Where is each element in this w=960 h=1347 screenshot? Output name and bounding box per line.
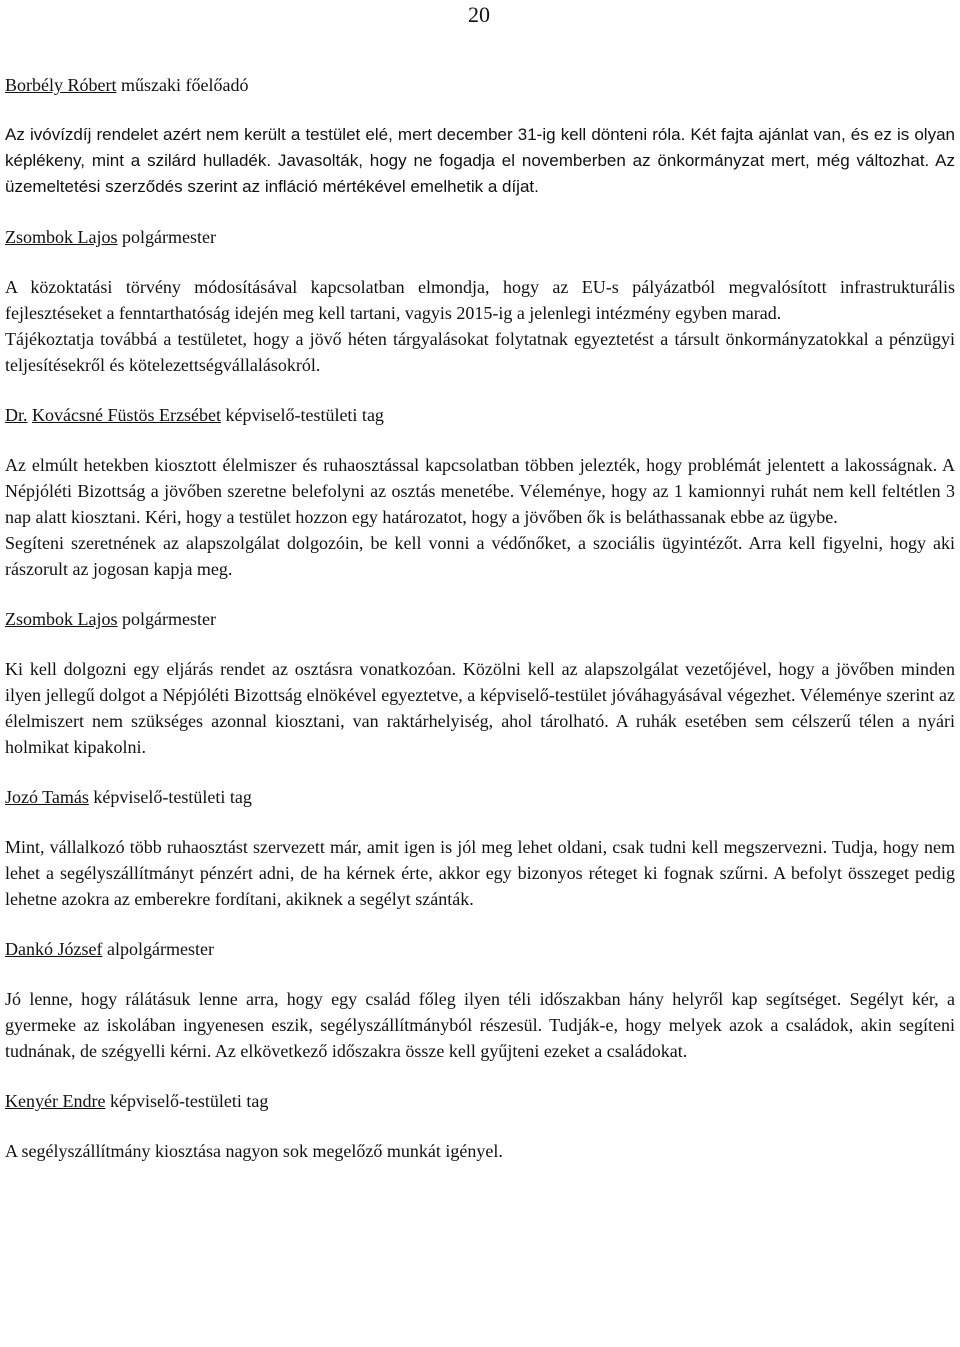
speaker-line: [5, 784, 955, 810]
speaker-line: [5, 224, 955, 250]
speaker-prefix: Dr.: [5, 405, 28, 425]
speaker-name: Kovácsné Füstös Erzsébet: [32, 405, 221, 425]
speaker-role: képviselő-testületi tag: [225, 405, 384, 425]
speech-paragraph: Jó lenne, hogy rálátásuk lenne arra, hogy egy család főleg ilyen téli időszakban hány helyről kap segítséget. Segélyt kér, a gyermeke az iskolában ingyenesen eszik, segélyszállítmányból részesül. Tudják-e, hogy melyek azok a családok, akin segíteni tudnának, de szégyelli kérni. Az elkövetkező időszakra össze kell gyűjteni ezeket a családokat.: [5, 989, 955, 1061]
speech-block: [5, 936, 955, 1064]
speech-block: [5, 72, 955, 200]
speaker-name: Borbély Róbert: [5, 75, 117, 95]
speaker-role: polgármester: [122, 609, 216, 629]
speaker-line: [5, 402, 955, 428]
speech-paragraph: Segíteni szeretnének az alapszolgálat dolgozóin, be kell vonni a védőnőket, a szociális ügyintézőt. Arra kell figyelni, hogy aki rászorult az jogosan kapja meg.: [5, 533, 955, 579]
speaker-line: [5, 72, 955, 98]
speaker-role: polgármester: [122, 227, 216, 247]
speaker-name: Jozó Tamás: [5, 787, 89, 807]
page-number: 20: [468, 2, 490, 27]
speech-block: [5, 784, 955, 912]
speech-block: [5, 606, 955, 760]
speech-paragraph: A segélyszállítmány kiosztása nagyon sok megelőző munkát igényel.: [5, 1141, 503, 1161]
speaker-role: alpolgármester: [106, 939, 214, 959]
speech-block: [5, 224, 955, 378]
speaker-role: képviselő-testületi tag: [93, 787, 252, 807]
speaker-line: [5, 1088, 955, 1114]
speech-block: [5, 402, 955, 582]
speaker-role: műszaki főelőadó: [120, 75, 249, 95]
speaker-line: [5, 936, 955, 962]
speaker-name: Zsombok Lajos: [5, 227, 118, 247]
speaker-name: Kenyér Endre: [5, 1091, 106, 1111]
minutes-content: [5, 72, 955, 1188]
speech-paragraph: Az ivóvízdíj rendelet azért nem került a testület elé, mert december 31-ig kell dönteni róla. Két fajta ajánlat van, és ez is olyan képlékeny, mint a szilárd hulladék. Javasolták, hogy ne fogadja el novemberben az önkormányzat mert, még változhat. Az üzemeltetési szerződés szerint az infláció mértékével emelhetik a díjat.: [5, 125, 955, 196]
speaker-name: Dankó József: [5, 939, 103, 959]
speaker-line: [5, 606, 955, 632]
speech-paragraph: Mint, vállalkozó több ruhaosztást szervezett már, amit igen is jól meg lehet oldani, csak tudni kell megszervezni. Tudja, hogy nem lehet a segélyszállítmányt pénzért adni, de ha kérnek érte, akkor egy bizonyos réteget ki fognak szűrni. A befolyt összeget pedig lehetne azokra az emberekre fordítani, akiknek a segélyt szánták.: [5, 837, 955, 909]
speech-block: [5, 1088, 955, 1164]
speech-paragraph: Tájékoztatja továbbá a testületet, hogy a jövő héten tárgyalásokat folytatnak egyeztetést a társult önkormányzatokkal a pénzügyi teljesítésekről és kötelezettségvállalásokról.: [5, 329, 955, 375]
speech-paragraph: Az elmúlt hetekben kiosztott élelmiszer és ruhaosztással kapcsolatban többen jelezték, hogy problémát jelentett a lakosságnak. A Népjóléti Bizottság a jövőben szeretne belefolyni az osztás menetébe. Véleménye, hogy az 1 kamionnyi ruhát nem kell feltétlen 3 nap alatt kiosztani. Kéri, hogy a testület hozzon egy határozatot, hogy a jövőben ők is beláthassanak ebbe az ügybe.: [5, 455, 955, 527]
speaker-role: képviselő-testületi tag: [109, 1091, 269, 1111]
speech-paragraph: Ki kell dolgozni egy eljárás rendet az osztásra vonatkozóan. Közölni kell az alapszolgálat vezetőjével, hogy a jövőben minden ilyen jellegű dolgot a Népjóléti Bizottság elnökével egyeztetve, a képviselő-testület jóváhagyásával végezhet. Véleménye szerint az élelmiszert nem szükséges azonnal kiosztani, van raktárhelyiség, ahol tárolható. A ruhák esetében sem célszerű télen a nyári holmikat kipakolni.: [5, 659, 955, 757]
speaker-name: Zsombok Lajos: [5, 609, 118, 629]
speech-paragraph: A közoktatási törvény módosításával kapcsolatban elmondja, hogy az EU-s pályázatból megvalósított infrastrukturális fejlesztéseket a fenntarthatóság idején meg kell tartani, vagyis 2015-ig a jelenlegi intézmény egyben marad.: [5, 277, 955, 323]
